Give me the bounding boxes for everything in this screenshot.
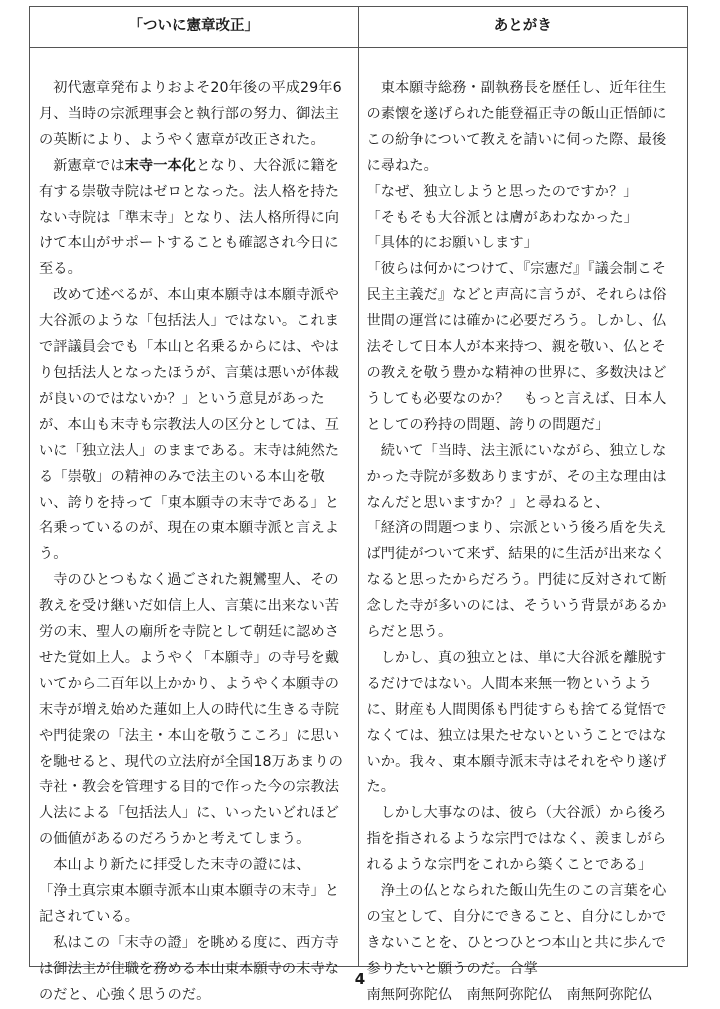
dialogue-line: 「具体的にお願いします」 — [366, 235, 538, 252]
dialogue-line: 「経済の問題つまり、宗派という後ろ盾を失えば門徒がついて来ず、結果的に生活が出来なくなると思ったからだろう。門徒に反対されて断念した寺が多いのには、そういう背景があるからだと思う。 — [366, 520, 667, 641]
paragraph — [39, 154, 350, 284]
paragraph: 初代憲章発布よりおよそ20年後の平成29年6月、当時の宗派理事会と執行部の努力、御法主の英断により、ようやく憲章が改正された。 — [39, 80, 342, 148]
dialogue-line: 「彼らは何かにつけて、『宗憲だ』『議会制こそ民主主義だ』などと声高に言うが、それらは俗世間の運営には確かに必要だろう。しかし、仏法そして日本人が本来持つ、親を敬い、仏とその教えを敬う豊かな精神の世界に、多数決はどうしても必要なのか？ もっと言えば、日本人としての矜持の問題、誇りの問題だ」 — [366, 261, 667, 433]
paragraph: 浄土の仏となられた飯山先生のこの言葉を心の宝として、自分にできること、自分にしかできないことを、ひとつひとつ本山と共に歩んで参りたいと願うのだ。合掌 — [366, 883, 667, 977]
right-column-title: あとがき — [359, 7, 688, 48]
closing-line: 南無阿弥陀仏 南無阿弥陀仏 南無阿弥陀仏 — [366, 986, 653, 1003]
paragraph: 東本願寺総務・副執務長を歴任し、近年往生の素懐を遂げられた能登福正寺の飯山正悟師にこの紛争について教えを請いに伺った際、最後に尋ねた。 — [366, 80, 667, 174]
right-column — [359, 7, 688, 1003]
paragraph: 改めて述べるが、本山東本願寺は本願寺派や大谷派のような「包括法人」ではない。これまで評議員会でも「本山と名乗るからには、やはり包括法人となったほうが、言葉は悪いが体裁が良いのではないか？」という意見があったが、本山も末寺も宗教法人の区分としては、互いに「独立法人」のままである。末寺は純然たる「崇敬」の精神のみで法主のいる本山を敬い、誇りを持って「東本願寺の末寺である」と名乗っているのが、現在の東本願寺派と言えよう。 — [39, 287, 340, 563]
dialogue-line: 「そもそも大谷派とは膚があわなかった」 — [366, 209, 638, 226]
quote-paragraph: 「浄土真宗東本願寺派本山東本願寺の末寺」と記されている。 — [39, 883, 340, 925]
page-frame — [29, 6, 688, 1003]
text-span: 新憲章では — [53, 157, 125, 174]
dialogue-line: 「なぜ、独立しようと思ったのですか？」 — [366, 183, 638, 200]
left-column-title: 「ついに憲章改正」 — [30, 7, 358, 48]
paragraph: しかし、真の独立とは、単に大谷派を離脱するだけではない。人間本来無一物というように、財産も人間関係も門徒すらも捨てる覚悟でなくては、独立は果たせないということではないか。我々、東本願寺派末寺はそれをやり遂げた。 — [366, 649, 667, 796]
left-column-body — [39, 48, 350, 1009]
paragraph: 寺のひとつもなく過ごされた親鸞聖人、その教えを受け継いだ如信上人、言葉に出来ない苦労の末、聖人の廟所を寺院として朝廷に認めさせた覚如上人。ようやく「本願寺」の寺号を戴いてから二百年以上かかり、ようやく本願寺の末寺が増え始めた蓮如上人の時代に生きる寺院や門徒衆の「法主・本山を敬うこころ」に思いを馳せると、現代の立法府が全国18万あまりの寺社・教会を管理する目的で作った今の宗教法人法による「包括法人」に、いったいどれほどの価値があるのだろうかと考えてしまう。 — [39, 572, 344, 848]
paragraph: 私はこの「末寺の證」を眺める度に、西方寺は御法主が住職を務める本山東本願寺の末寺なのだと、心強く思うのだ。 — [39, 934, 340, 1003]
paragraph: 本山より新たに拝受した末寺の證には、 — [53, 857, 311, 874]
right-column-body — [367, 48, 680, 1009]
paragraph: しかし大事なのは、彼ら（大谷派）から後ろ指を指されるような宗門ではなく、羨ましがられるような宗門をこれから築くことである」 — [366, 805, 667, 874]
page-number: 4 — [354, 970, 366, 988]
paragraph: 続いて「当時、法主派にいながら、独立しなかった寺院が多数ありますが、その主な理由はなんだと思いますか？」と尋ねると、 — [366, 442, 667, 511]
emphasis-text: 末寺一本化 — [124, 157, 197, 174]
left-column — [30, 7, 359, 1003]
text-span: となり、大谷派に籍を有する崇敬寺院はゼロとなった。法人格を持たない寺院は「準末寺」となり、法人格所得に向けて本山がサポートすることも確認され今日に至る。 — [39, 157, 340, 278]
